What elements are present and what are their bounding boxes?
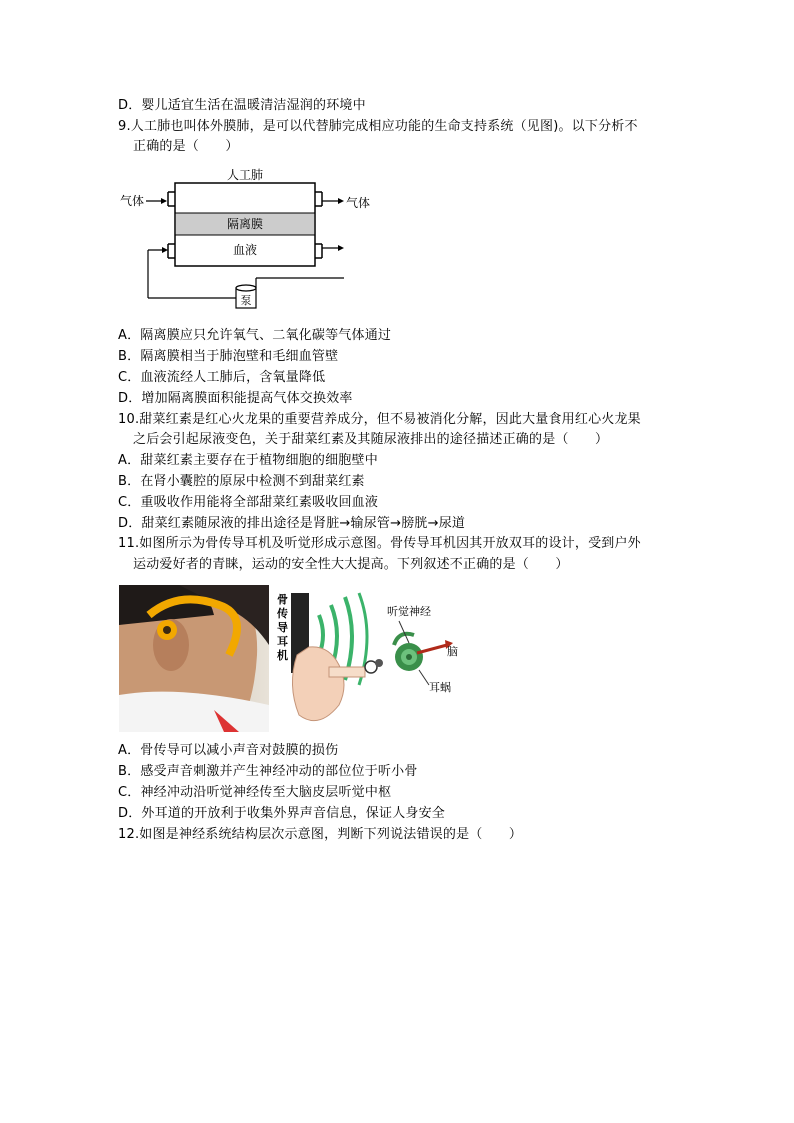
device-label-4: 耳 bbox=[277, 635, 288, 648]
bone-conduction-figure bbox=[119, 585, 459, 732]
device-label-5: 机 bbox=[277, 649, 288, 662]
membrane-label: 隔离膜 bbox=[226, 217, 264, 231]
lung-title: 人工肺 bbox=[226, 168, 264, 182]
headphone-photo bbox=[119, 585, 269, 732]
gas-out-label: 气体 bbox=[346, 196, 371, 210]
q12-stem: 12.如图是神经系统结构层次示意图，判断下列说法错误的是（ ） bbox=[118, 827, 523, 842]
q10-option-b: B．在肾小囊腔的原尿中检测不到甜菜红素 bbox=[118, 474, 365, 489]
device-label-3: 导 bbox=[277, 621, 288, 634]
blood-label: 血液 bbox=[232, 243, 258, 257]
q11-stem: 11.如图所示为骨传导耳机及听觉形成示意图。骨传导耳机因其开放双耳的设计，受到户外 bbox=[118, 536, 641, 551]
q9-stem-cont: 正确的是（ ） bbox=[133, 139, 239, 154]
q9-option-b: B．隔离膜相当于肺泡壁和毛细血管壁 bbox=[118, 349, 339, 364]
pump-label: 泵 bbox=[240, 294, 252, 307]
q10-option-d: D．甜菜红素随尿液的排出途径是肾脏→输尿管→膀胱→尿道 bbox=[118, 516, 466, 531]
q11-option-d: D．外耳道的开放利于收集外界声音信息，保证人身安全 bbox=[118, 806, 446, 821]
q9-option-c: C．血液流经人工肺后，含氧量降低 bbox=[118, 370, 326, 385]
q10-option-c: C．重吸收作用能将全部甜菜红素吸收回血液 bbox=[118, 495, 379, 510]
q11-option-c: C．神经冲动沿听觉神经传至大脑皮层听觉中枢 bbox=[118, 785, 392, 800]
ear-anatomy-diagram bbox=[269, 585, 459, 732]
q8-option-d: D．婴儿适宜生活在温暖清洁湿润的环境中 bbox=[118, 98, 366, 113]
q10-stem-cont: 之后会引起尿液变色，关于甜菜红素及其随尿液排出的途径描述正确的是（ ） bbox=[133, 432, 609, 447]
artificial-lung-diagram bbox=[118, 166, 378, 314]
q9-option-a: A．隔离膜应只允许氧气、二氧化碳等气体通过 bbox=[118, 328, 392, 343]
q11-stem-cont: 运动爱好者的青睐，运动的安全性大大提高。下列叙述不正确的是（ ） bbox=[133, 557, 569, 572]
device-label-2: 传 bbox=[277, 607, 288, 620]
q9-option-d: D．增加隔离膜面积能提高气体交换效率 bbox=[118, 391, 353, 406]
brain-label: 脑 bbox=[447, 645, 458, 658]
cochlea-label: 耳蜗 bbox=[429, 681, 451, 694]
q11-option-a: A．骨传导可以减小声音对鼓膜的损伤 bbox=[118, 743, 339, 758]
q10-stem: 10.甜菜红素是红心火龙果的重要营养成分，但不易被消化分解，因此大量食用红心火龙果 bbox=[118, 412, 641, 427]
q9-stem: 9.人工肺也叫体外膜肺，是可以代替肺完成相应功能的生命支持系统（见图)。以下分析不 bbox=[118, 119, 638, 134]
q11-option-b: B．感受声音刺激并产生神经冲动的部位位于听小骨 bbox=[118, 764, 418, 779]
device-label-1: 骨 bbox=[277, 593, 288, 606]
nerve-label: 听觉神经 bbox=[387, 605, 431, 618]
gas-in-label: 气体 bbox=[120, 194, 145, 208]
q10-option-a: A．甜菜红素主要存在于植物细胞的细胞壁中 bbox=[118, 453, 378, 468]
